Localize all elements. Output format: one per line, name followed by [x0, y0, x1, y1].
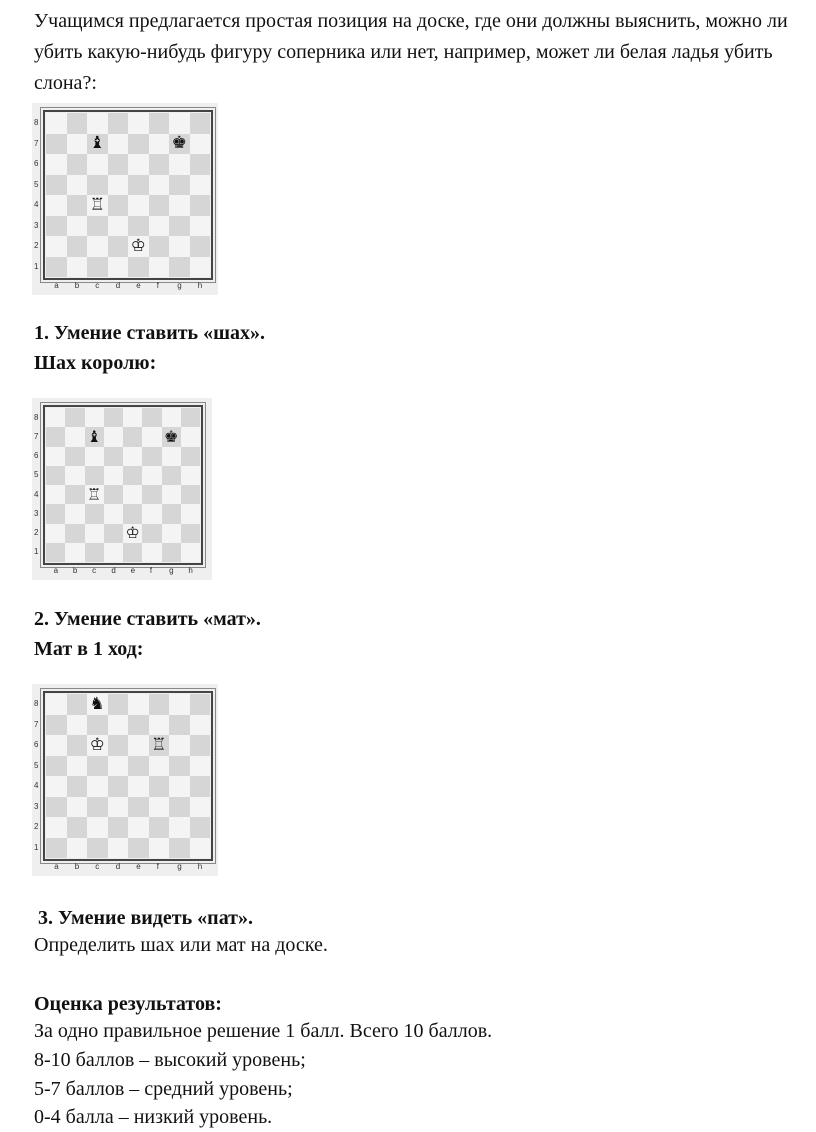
square-g4	[169, 776, 190, 797]
square-b4	[67, 776, 88, 797]
square-f2	[149, 236, 170, 257]
file-label: e	[136, 862, 141, 871]
square-b5	[67, 175, 88, 196]
square-a6	[46, 447, 65, 466]
square-a6	[46, 154, 67, 175]
rank-label: 8	[34, 118, 39, 128]
square-f4	[149, 776, 170, 797]
rank-label: 5	[34, 179, 39, 189]
square-f3	[149, 797, 170, 818]
square-b5	[67, 756, 88, 777]
file-label: c	[92, 566, 97, 575]
square-f5	[142, 466, 161, 485]
square-f2	[142, 524, 161, 543]
square-g2	[169, 236, 190, 257]
square-f5	[149, 175, 170, 196]
square-c7	[87, 134, 108, 155]
square-e5	[128, 756, 149, 777]
square-a1	[46, 838, 67, 859]
square-d5	[104, 466, 123, 485]
square-f6	[142, 447, 161, 466]
section1-subheading: Шах королю:	[34, 352, 157, 374]
square-h3	[190, 797, 211, 818]
rank-label: 1	[34, 547, 39, 557]
file-label: g	[177, 862, 182, 871]
square-d8	[104, 408, 123, 427]
file-label: g	[177, 281, 182, 290]
section1-heading: 1. Умение ставить «шах».	[34, 322, 266, 344]
square-h2	[181, 524, 200, 543]
square-c1	[85, 543, 104, 562]
rank-label: 1	[34, 261, 39, 271]
square-d1	[108, 257, 129, 278]
square-g3	[169, 797, 190, 818]
square-e5	[123, 466, 142, 485]
square-h5	[181, 466, 200, 485]
square-e3	[128, 216, 149, 237]
square-h4	[181, 485, 200, 504]
square-c8	[87, 113, 108, 134]
square-b1	[67, 838, 88, 859]
square-e4	[123, 485, 142, 504]
white-king-icon: ♔	[89, 734, 105, 755]
square-b6	[67, 154, 88, 175]
square-b4	[67, 195, 88, 216]
square-h1	[190, 257, 211, 278]
rank-label: 2	[34, 528, 39, 538]
square-b1	[67, 257, 88, 278]
square-c2	[85, 524, 104, 543]
square-a7	[46, 427, 65, 446]
board-squares	[46, 694, 210, 858]
square-f6	[149, 735, 170, 756]
square-b2	[67, 817, 88, 838]
square-c1	[87, 838, 108, 859]
square-b8	[67, 694, 88, 715]
rank-label: 3	[34, 220, 39, 230]
square-b2	[65, 524, 84, 543]
square-d2	[104, 524, 123, 543]
square-g6	[169, 735, 190, 756]
square-f1	[149, 838, 170, 859]
square-d5	[108, 175, 129, 196]
square-b4	[65, 485, 84, 504]
square-c2	[87, 236, 108, 257]
rank-label: 6	[34, 159, 39, 169]
square-h6	[181, 447, 200, 466]
square-b6	[65, 447, 84, 466]
black-king-icon: ♚	[163, 426, 179, 446]
square-e1	[128, 257, 149, 278]
square-f2	[149, 817, 170, 838]
square-e1	[128, 838, 149, 859]
square-d4	[104, 485, 123, 504]
rank-label: 3	[34, 508, 39, 518]
square-f8	[142, 408, 161, 427]
square-f7	[149, 715, 170, 736]
square-e2	[123, 524, 142, 543]
file-label: e	[130, 566, 136, 575]
square-c7	[87, 715, 108, 736]
square-e6	[128, 735, 149, 756]
square-b5	[65, 466, 84, 485]
section2-heading: 2. Умение ставить «мат».	[34, 608, 261, 630]
file-label: c	[95, 281, 100, 290]
square-c8	[87, 694, 108, 715]
rank-label: 4	[34, 781, 39, 791]
rank-label: 8	[34, 699, 39, 709]
square-h7	[190, 715, 211, 736]
square-f8	[149, 694, 170, 715]
square-b8	[65, 408, 84, 427]
file-label: d	[115, 862, 121, 871]
square-f1	[142, 543, 161, 562]
square-c5	[85, 466, 104, 485]
square-b3	[67, 216, 88, 237]
square-g4	[162, 485, 181, 504]
square-d3	[104, 504, 123, 523]
file-label: e	[136, 281, 141, 290]
square-f1	[149, 257, 170, 278]
square-f8	[149, 113, 170, 134]
file-label: a	[54, 281, 59, 290]
rank-label: 4	[34, 200, 39, 210]
square-d1	[104, 543, 123, 562]
square-b6	[67, 735, 88, 756]
square-e4	[128, 776, 149, 797]
rank-label: 8	[34, 412, 39, 422]
black-knight-icon: ♞	[89, 693, 105, 714]
file-label: a	[53, 566, 59, 575]
square-a4	[46, 776, 67, 797]
file-label: h	[197, 281, 203, 290]
square-f4	[142, 485, 161, 504]
square-e8	[123, 408, 142, 427]
square-c6	[87, 735, 108, 756]
square-b7	[65, 427, 84, 446]
square-h6	[190, 735, 211, 756]
square-h2	[190, 817, 211, 838]
square-d5	[108, 756, 129, 777]
square-f4	[149, 195, 170, 216]
square-a4	[46, 195, 67, 216]
rank-label: 2	[34, 241, 39, 251]
square-g8	[162, 408, 181, 427]
square-e3	[123, 504, 142, 523]
square-g5	[169, 756, 190, 777]
black-king-icon: ♚	[171, 133, 187, 154]
square-d2	[108, 236, 129, 257]
file-label: h	[197, 862, 203, 871]
square-c6	[85, 447, 104, 466]
square-h8	[190, 694, 211, 715]
square-d3	[108, 216, 129, 237]
square-a5	[46, 756, 67, 777]
rank-label: 6	[34, 740, 39, 750]
square-a3	[46, 797, 67, 818]
square-c8	[85, 408, 104, 427]
square-c3	[85, 504, 104, 523]
file-label: b	[74, 281, 80, 290]
square-g5	[162, 466, 181, 485]
square-a4	[46, 485, 65, 504]
square-e2	[128, 236, 149, 257]
square-a5	[46, 175, 67, 196]
results-line: За одно правильное решение 1 балл. Всего 10 баллов.	[34, 1020, 493, 1042]
square-c3	[87, 216, 108, 237]
square-h5	[190, 756, 211, 777]
square-e3	[128, 797, 149, 818]
square-h3	[181, 504, 200, 523]
square-b2	[67, 236, 88, 257]
square-g1	[169, 257, 190, 278]
square-a2	[46, 817, 67, 838]
board-squares	[46, 113, 210, 277]
square-a8	[46, 408, 65, 427]
square-g2	[162, 524, 181, 543]
square-h5	[190, 175, 211, 196]
rank-label: 3	[34, 801, 39, 811]
square-a2	[46, 524, 65, 543]
results-line: 0-4 балла – низкий уровень.	[34, 1106, 273, 1128]
square-h2	[190, 236, 211, 257]
rank-label: 1	[34, 842, 39, 852]
square-h8	[190, 113, 211, 134]
white-rook-icon: ♖	[86, 484, 102, 504]
file-label: f	[156, 281, 159, 290]
file-label: f	[156, 862, 159, 871]
square-a3	[46, 504, 65, 523]
square-d2	[108, 817, 129, 838]
square-f3	[142, 504, 161, 523]
square-g8	[169, 694, 190, 715]
square-h8	[181, 408, 200, 427]
square-c5	[87, 175, 108, 196]
square-e7	[128, 134, 149, 155]
rank-label: 5	[34, 470, 39, 480]
square-c7	[85, 427, 104, 446]
square-g1	[162, 543, 181, 562]
square-d7	[108, 715, 129, 736]
chess-board-3	[32, 684, 218, 876]
square-a8	[46, 113, 67, 134]
results-line: 5-7 баллов – средний уровень;	[34, 1078, 293, 1100]
square-a8	[46, 694, 67, 715]
square-b1	[65, 543, 84, 562]
file-label: a	[54, 862, 59, 871]
square-a3	[46, 216, 67, 237]
square-e7	[128, 715, 149, 736]
square-g4	[169, 195, 190, 216]
square-e1	[123, 543, 142, 562]
white-rook-icon: ♖	[89, 194, 105, 215]
square-g7	[169, 715, 190, 736]
square-d4	[108, 776, 129, 797]
square-a7	[46, 715, 67, 736]
section3-text: Определить шах или мат на доске.	[34, 934, 328, 956]
file-label: d	[111, 566, 116, 575]
square-c4	[87, 776, 108, 797]
square-d6	[108, 154, 129, 175]
square-g7	[169, 134, 190, 155]
square-h4	[190, 195, 211, 216]
square-h7	[190, 134, 211, 155]
square-g6	[162, 447, 181, 466]
square-a1	[46, 543, 65, 562]
square-e8	[128, 694, 149, 715]
square-f3	[149, 216, 170, 237]
square-c6	[87, 154, 108, 175]
square-a1	[46, 257, 67, 278]
square-b7	[67, 134, 88, 155]
rank-label: 6	[34, 451, 39, 461]
file-label: d	[115, 281, 121, 290]
square-b3	[65, 504, 84, 523]
rank-label: 4	[34, 489, 39, 499]
square-h1	[190, 838, 211, 859]
file-label: b	[72, 566, 78, 575]
file-label: h	[188, 566, 193, 575]
square-d6	[104, 447, 123, 466]
square-e4	[128, 195, 149, 216]
square-e5	[128, 175, 149, 196]
square-g1	[169, 838, 190, 859]
square-e2	[128, 817, 149, 838]
square-h3	[190, 216, 211, 237]
square-h4	[190, 776, 211, 797]
square-h7	[181, 427, 200, 446]
square-h1	[181, 543, 200, 562]
board-squares	[46, 408, 200, 562]
white-king-icon: ♔	[125, 523, 140, 543]
square-b7	[67, 715, 88, 736]
white-king-icon: ♔	[130, 235, 146, 256]
intro-paragraph: Учащимся предлагается простая позиция на доске, где они должны выяснить, можно ли убить какую-нибудь фигуру соперника или нет, например, может ли белая ладья убить слона?:	[34, 10, 788, 94]
results-heading: Оценка результатов:	[34, 993, 222, 1015]
square-d3	[108, 797, 129, 818]
black-bishop-icon: ♝	[86, 426, 102, 446]
square-e7	[123, 427, 142, 446]
file-label: f	[149, 566, 153, 575]
square-g5	[169, 175, 190, 196]
square-f6	[149, 154, 170, 175]
white-rook-icon: ♖	[151, 734, 167, 755]
square-c1	[87, 257, 108, 278]
square-d4	[108, 195, 129, 216]
square-c3	[87, 797, 108, 818]
square-g6	[169, 154, 190, 175]
chess-board-2	[32, 398, 212, 580]
rank-label: 7	[34, 719, 39, 729]
square-c2	[87, 817, 108, 838]
square-d1	[108, 838, 129, 859]
rank-label: 7	[34, 431, 39, 441]
square-g2	[169, 817, 190, 838]
square-a2	[46, 236, 67, 257]
square-d6	[108, 735, 129, 756]
square-f5	[149, 756, 170, 777]
rank-label: 7	[34, 138, 39, 148]
square-c4	[87, 195, 108, 216]
square-b3	[67, 797, 88, 818]
rank-label: 2	[34, 822, 39, 832]
square-g8	[169, 113, 190, 134]
square-g3	[162, 504, 181, 523]
file-label: b	[74, 862, 80, 871]
square-e8	[128, 113, 149, 134]
section2-subheading: Мат в 1 ход:	[34, 638, 144, 660]
square-e6	[123, 447, 142, 466]
rank-label: 5	[34, 760, 39, 770]
square-a7	[46, 134, 67, 155]
square-d7	[104, 427, 123, 446]
square-f7	[142, 427, 161, 446]
file-label: g	[169, 566, 174, 575]
black-bishop-icon: ♝	[89, 133, 105, 154]
square-c5	[87, 756, 108, 777]
square-e6	[128, 154, 149, 175]
square-h6	[190, 154, 211, 175]
square-b8	[67, 113, 88, 134]
square-d8	[108, 113, 129, 134]
square-d8	[108, 694, 129, 715]
square-g7	[162, 427, 181, 446]
square-g3	[169, 216, 190, 237]
square-d7	[108, 134, 129, 155]
chess-board-1	[32, 103, 218, 295]
square-a6	[46, 735, 67, 756]
square-c4	[85, 485, 104, 504]
square-a5	[46, 466, 65, 485]
file-label: c	[95, 862, 100, 871]
results-line: 8-10 баллов – высокий уровень;	[34, 1049, 306, 1071]
square-f7	[149, 134, 170, 155]
section3-heading: 3. Умение видеть «пат».	[38, 907, 254, 929]
